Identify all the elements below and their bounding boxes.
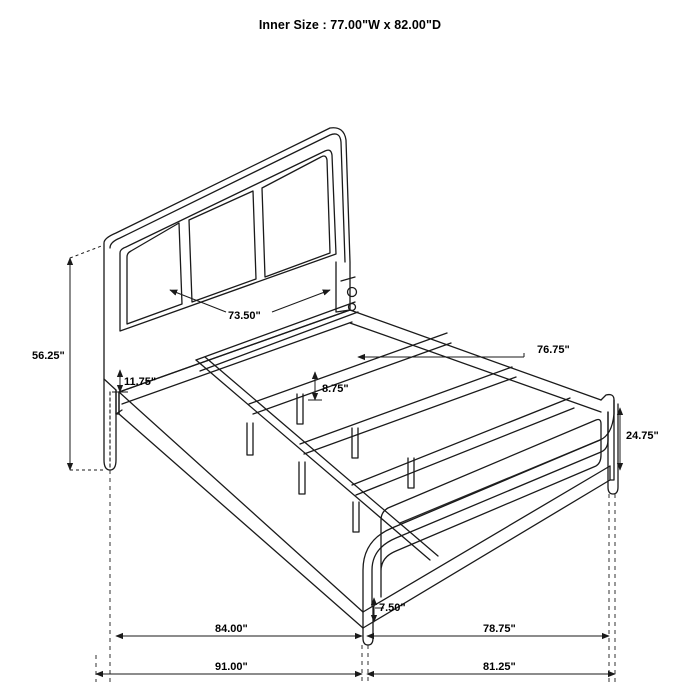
dim-frame-inner-depth: 76.75" (537, 344, 570, 356)
dim-headboard-height: 56.25" (32, 350, 65, 362)
dim-slat-height: 8.75" (322, 383, 349, 395)
dim-rail-to-floor-left: 11.75" (124, 376, 157, 388)
dim-overall-length: 91.00" (215, 661, 248, 673)
dim-side-rail-length: 84.00" (215, 623, 248, 635)
dim-overall-width: 81.25" (483, 661, 516, 673)
bed-outline (104, 128, 618, 645)
dim-footboard-height: 24.75" (626, 430, 659, 442)
page-title: Inner Size : 77.00"W x 82.00"D (258, 18, 442, 32)
dim-footboard-clearance: 7.50" (379, 602, 406, 614)
dim-headboard-panel-width: 73.50" (228, 310, 261, 322)
dim-footboard-width: 78.75" (483, 623, 516, 635)
